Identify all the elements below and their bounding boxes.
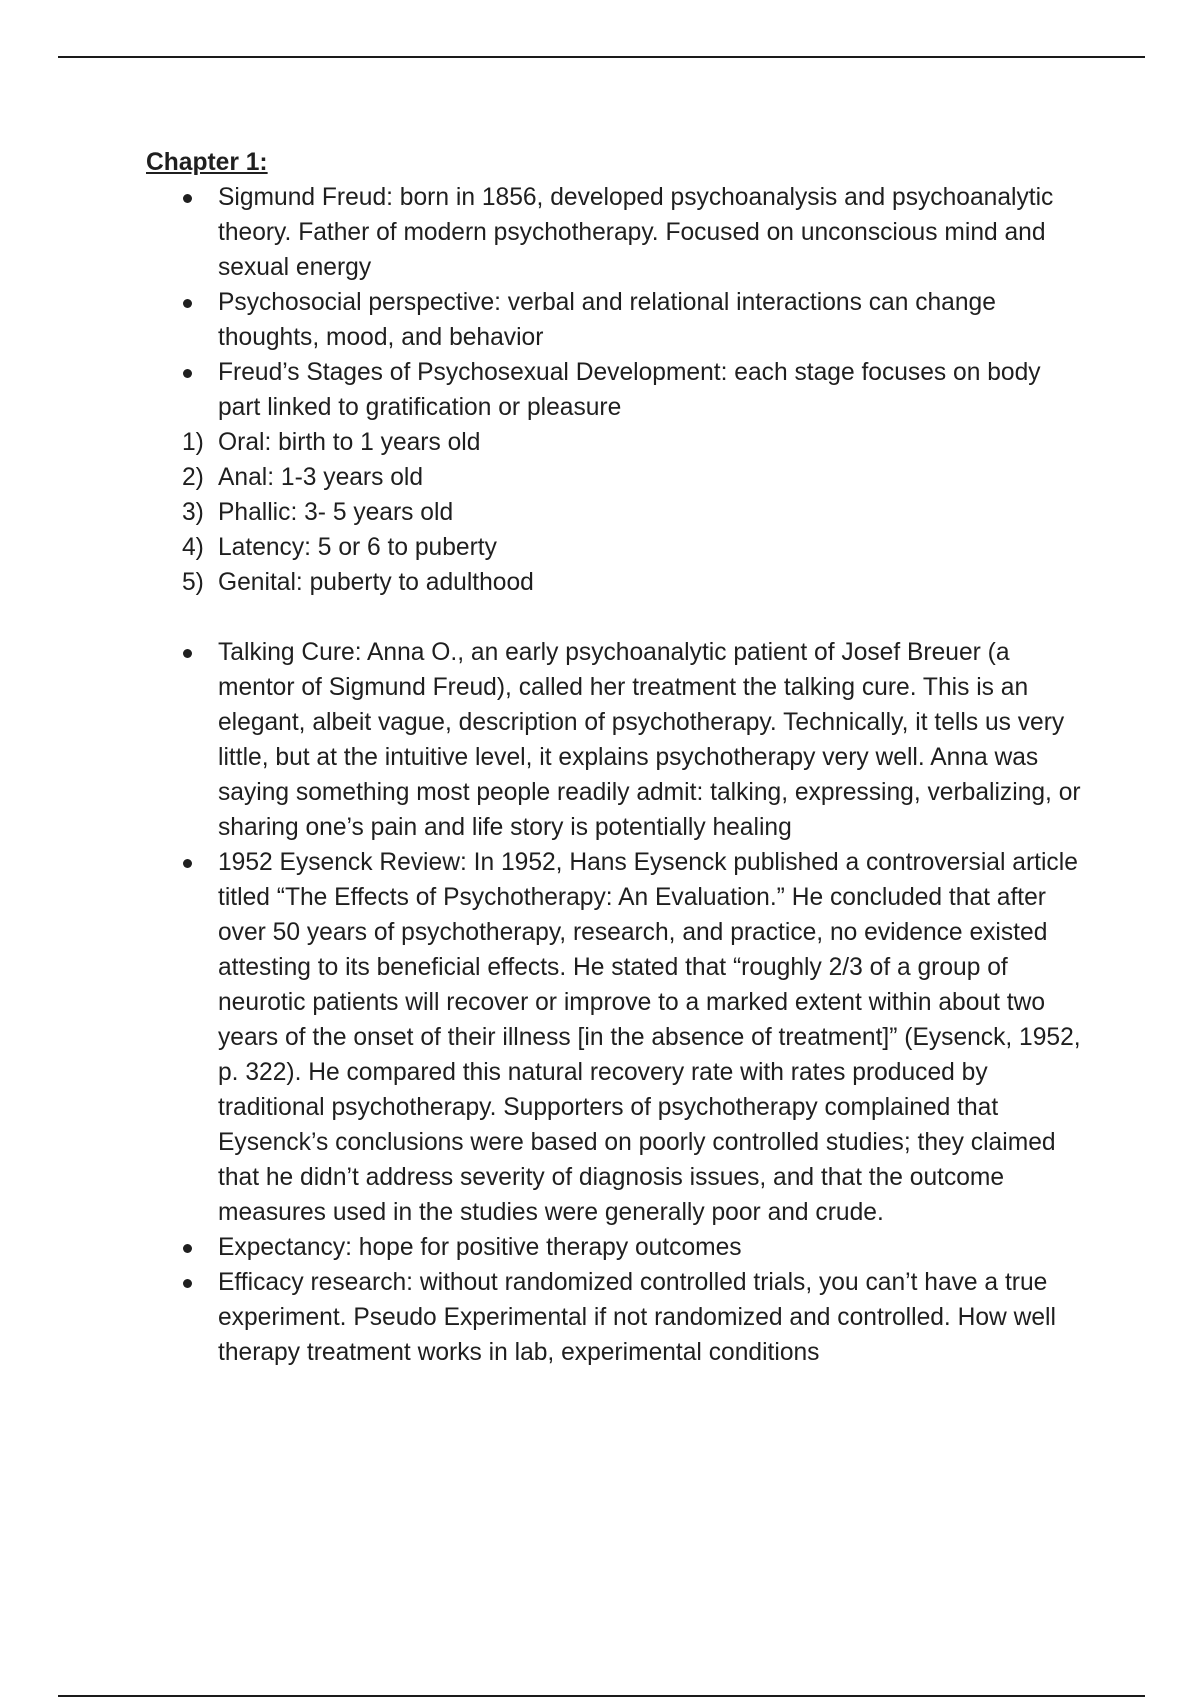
list-item <box>146 635 1086 845</box>
list-item <box>146 845 1086 1230</box>
bullet-icon <box>183 649 192 658</box>
bullet-icon <box>183 369 192 378</box>
bullet-icon <box>183 1279 192 1288</box>
list-item-text: 1952 Eysenck Review: In 1952, Hans Eysenck published a controversial article titled “The Effects of Psychotherapy: An Evaluation.” He concluded that after over 50 years of psychotherapy, research, and practice, no evidence existed attesting to its beneficial effects. He stated that “roughly 2/3 of a group of neurotic patients will recover or improve to a marked extent within about two years of the onset of their illness [in the absence of treatment]” (Eysenck, 1952, p. 322). He compared this natural recovery rate with rates produced by traditional psychotherapy. Supporters of psychotherapy complained that Eysenck’s conclusions were based on poorly controlled studies; they claimed that he didn’t address severity of diagnosis issues, and that the outcome measures used in the studies were generally poor and crude. <box>218 849 1081 1226</box>
bullet-icon <box>183 194 192 203</box>
stage-item <box>146 425 1086 460</box>
stage-number: 4) <box>182 534 204 561</box>
list-item-text: Talking Cure: Anna O., an early psychoanalytic patient of Josef Breuer (a mentor of Sigmund Freud), called her treatment the talking cure. This is an elegant, albeit vague, description of psychotherapy. Technically, it tells us very little, but at the intuitive level, it explains psychotherapy very well. Anna was saying something most people readily admit: talking, expressing, verbalizing, or sharing one’s pain and life story is potentially healing <box>218 639 1081 841</box>
stage-number: 5) <box>182 569 204 596</box>
bullet-icon <box>183 299 192 308</box>
stage-item <box>146 530 1086 565</box>
stage-item <box>146 565 1086 600</box>
list-item-text: Expectancy: hope for positive therapy outcomes <box>218 1234 742 1261</box>
list-item-text: Psychosocial perspective: verbal and relational interactions can change thoughts, mood, and behavior <box>218 289 996 351</box>
stage-item <box>146 460 1086 495</box>
stage-text: Oral: birth to 1 years old <box>218 429 481 456</box>
list-item <box>146 285 1086 355</box>
stage-text: Genital: puberty to adulthood <box>218 569 534 596</box>
list-item <box>146 180 1086 285</box>
bullet-icon <box>183 1244 192 1253</box>
stage-item <box>146 495 1086 530</box>
list-item-text: Sigmund Freud: born in 1856, developed psychoanalysis and psychoanalytic theory. Father of modern psychotherapy. Focused on unconscious mind and sexual energy <box>218 184 1054 281</box>
stages-numbered-list <box>146 425 1086 600</box>
list-item-text: Freud’s Stages of Psychosexual Development: each stage focuses on body part linked to gratification or pleasure <box>218 359 1041 421</box>
stage-text: Phallic: 3- 5 years old <box>218 499 454 526</box>
paragraph-spacer <box>146 600 1086 635</box>
page-top-rule <box>58 56 1145 58</box>
stage-text: Latency: 5 or 6 to puberty <box>218 534 497 561</box>
page-bottom-rule <box>58 1695 1145 1697</box>
bullet-icon <box>183 859 192 868</box>
bottom-bullet-list <box>146 635 1086 1370</box>
top-bullet-list <box>146 180 1086 425</box>
chapter-heading: Chapter 1: <box>146 149 268 176</box>
list-item-text: Efficacy research: without randomized controlled trials, you can’t have a true experiment. Pseudo Experimental if not randomized and controlled. How well therapy treatment works in lab, experimental conditions <box>218 1269 1056 1366</box>
list-item <box>146 1230 1086 1265</box>
stage-text: Anal: 1-3 years old <box>218 464 424 491</box>
list-item <box>146 355 1086 425</box>
stage-number: 1) <box>182 429 204 456</box>
list-item <box>146 1265 1086 1370</box>
stage-number: 2) <box>182 464 204 491</box>
stage-number: 3) <box>182 499 204 526</box>
document-body <box>146 145 1086 1370</box>
